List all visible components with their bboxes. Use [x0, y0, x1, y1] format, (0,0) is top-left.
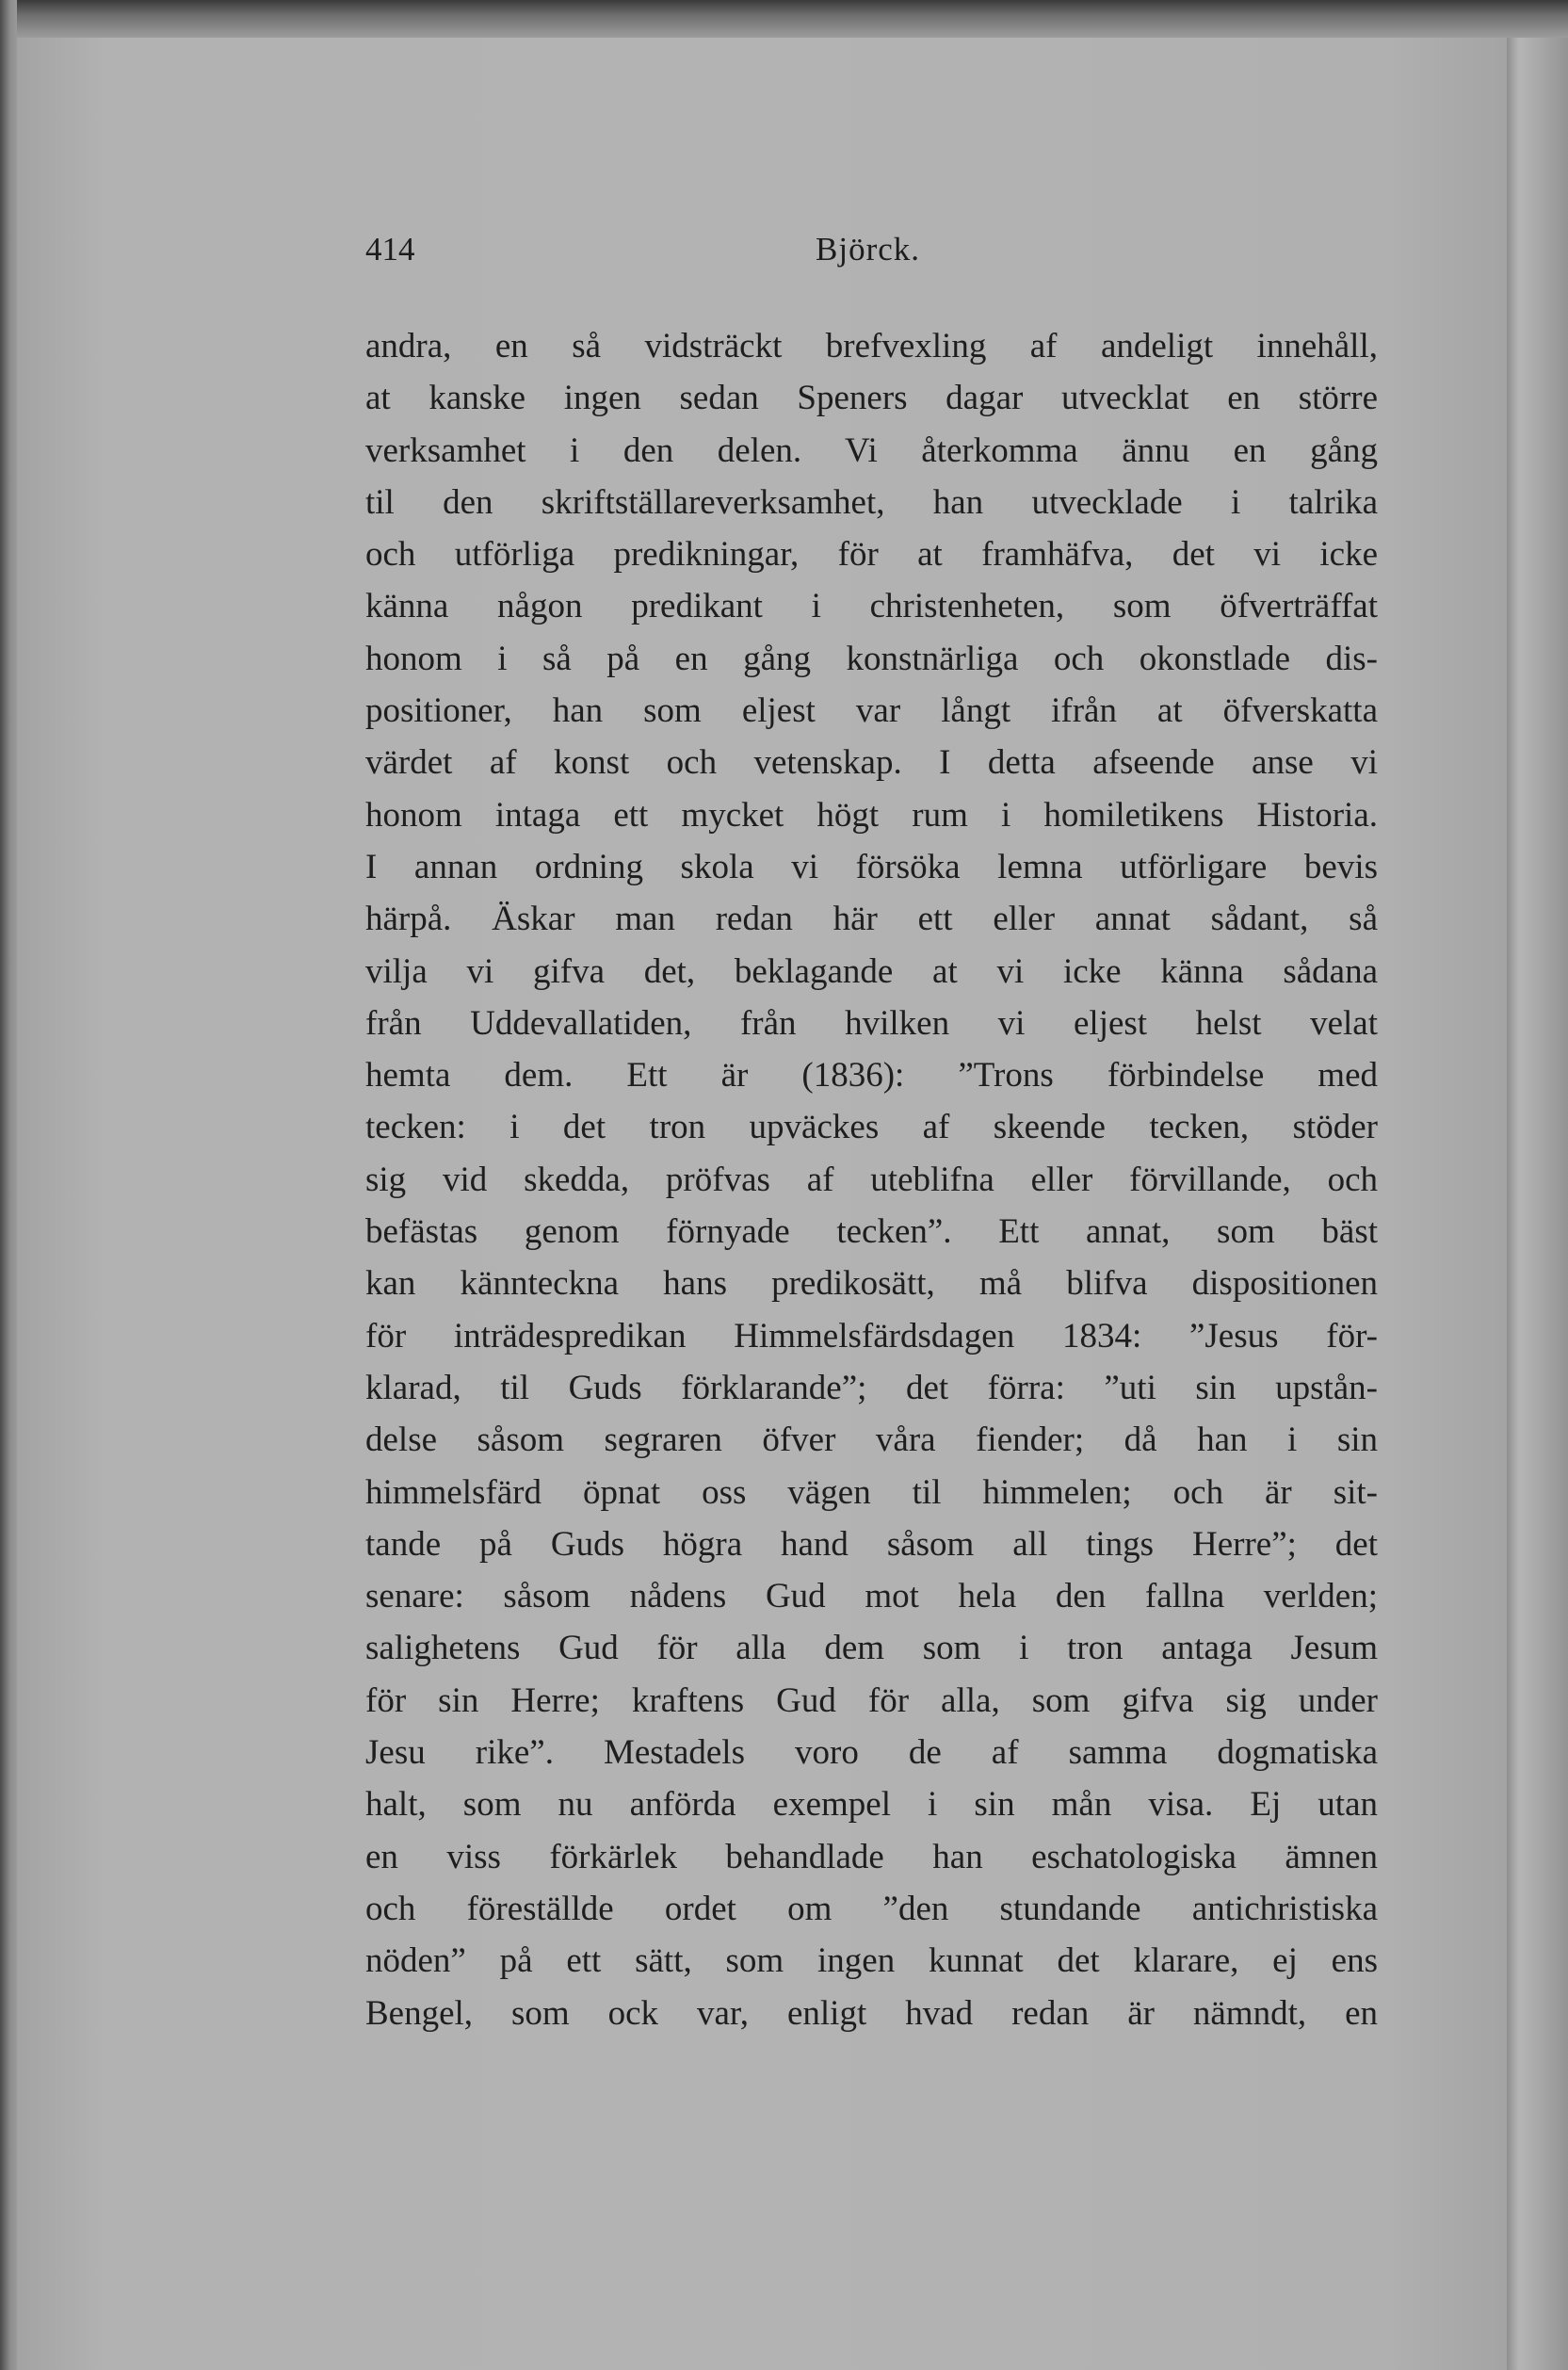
text-line: andra, en så vidsträckt brefvexling af andeligt innehåll,	[365, 327, 1378, 365]
text-line: sig vid skedda, pröfvas af uteblifna eller förvillande, och	[365, 1160, 1378, 1199]
text-line: at kanske ingen sedan Speners dagar utvecklat en större	[365, 379, 1378, 418]
page-header	[365, 231, 1378, 278]
next-page-edge	[1507, 38, 1568, 2370]
text-line: himmelsfärd öpnat oss vägen til himmelen; och är sit-	[365, 1472, 1378, 1512]
text-line: Jesu rike”. Mestadels voro de af samma dogmatiska	[365, 1733, 1378, 1773]
text-line: honom intaga ett mycket högt rum i homiletikens Historia.	[365, 795, 1378, 835]
text-line: härpå. Äskar man redan här ett eller annat sådant, så	[365, 900, 1378, 939]
text-line: känna någon predikant i christenheten, som öfverträffat	[365, 587, 1378, 626]
text-line: Bengel, som ock var, enligt hvad redan är nämndt, en	[365, 1993, 1378, 2033]
text-line: salighetens Gud för alla dem som i tron antaga Jesum	[365, 1629, 1378, 1668]
text-line: och utförliga predikningar, för at framhäfva, det vi icke	[365, 535, 1378, 575]
running-head: Björck.	[816, 231, 921, 268]
text-line: en viss förkärlek behandlade han eschatologiska ämnen	[365, 1837, 1378, 1876]
text-line: tande på Guds högra hand såsom all tings Herre”; det	[365, 1524, 1378, 1564]
text-line: hemta dem. Ett är (1836): ”Trons förbindelse med	[365, 1056, 1378, 1096]
text-line: I annan ordning skola vi försöka lemna utförligare bevis	[365, 847, 1378, 886]
text-line: positioner, han som eljest var långt ifrån at öfverskatta	[365, 691, 1378, 731]
text-line: klarad, til Guds förklarande”; det förra: ”uti sin upstån-	[365, 1368, 1378, 1407]
text-line: nöden” på ett sätt, som ingen kunnat det klarare, ej ens	[365, 1941, 1378, 1981]
scan-top-edge	[0, 0, 1568, 38]
text-line: tecken: i det tron upväckes af skeende tecken, stöder	[365, 1108, 1378, 1147]
text-line: vilja vi gifva det, beklagande at vi icke känna sådana	[365, 951, 1378, 991]
text-line: verksamhet i den delen. Vi återkomma ännu en gång	[365, 430, 1378, 470]
text-line: halt, som nu anförda exempel i sin mån visa. Ej utan	[365, 1785, 1378, 1825]
text-line: honom i så på en gång konstnärliga och okonstlade dis-	[365, 639, 1378, 678]
text-line: för sin Herre; kraftens Gud för alla, som gifva sig under	[365, 1680, 1378, 1720]
text-line: kan kännteckna hans predikosätt, må blifva dispositionen	[365, 1264, 1378, 1304]
text-line: för inträdespredikan Himmelsfärdsdagen 1834: ”Jesus för-	[365, 1316, 1378, 1355]
body-text	[365, 320, 1378, 2039]
text-line: befästas genom förnyade tecken”. Ett annat, som bäst	[365, 1212, 1378, 1252]
text-line: delse såsom segraren öfver våra fiender; då han i sin	[365, 1420, 1378, 1460]
scan-left-edge	[0, 0, 17, 2370]
text-line: til den skriftställareverksamhet, han utvecklade i talrika	[365, 482, 1378, 522]
text-line: senare: såsom nådens Gud mot hela den fallna verlden;	[365, 1577, 1378, 1616]
page-number: 414	[365, 231, 415, 268]
text-line: värdet af konst och vetenskap. I detta afseende anse vi	[365, 743, 1378, 783]
text-line: och föreställde ordet om ”den stundande antichristiska	[365, 1889, 1378, 1928]
text-line: från Uddevallatiden, från hvilken vi eljest helst velat	[365, 1003, 1378, 1043]
